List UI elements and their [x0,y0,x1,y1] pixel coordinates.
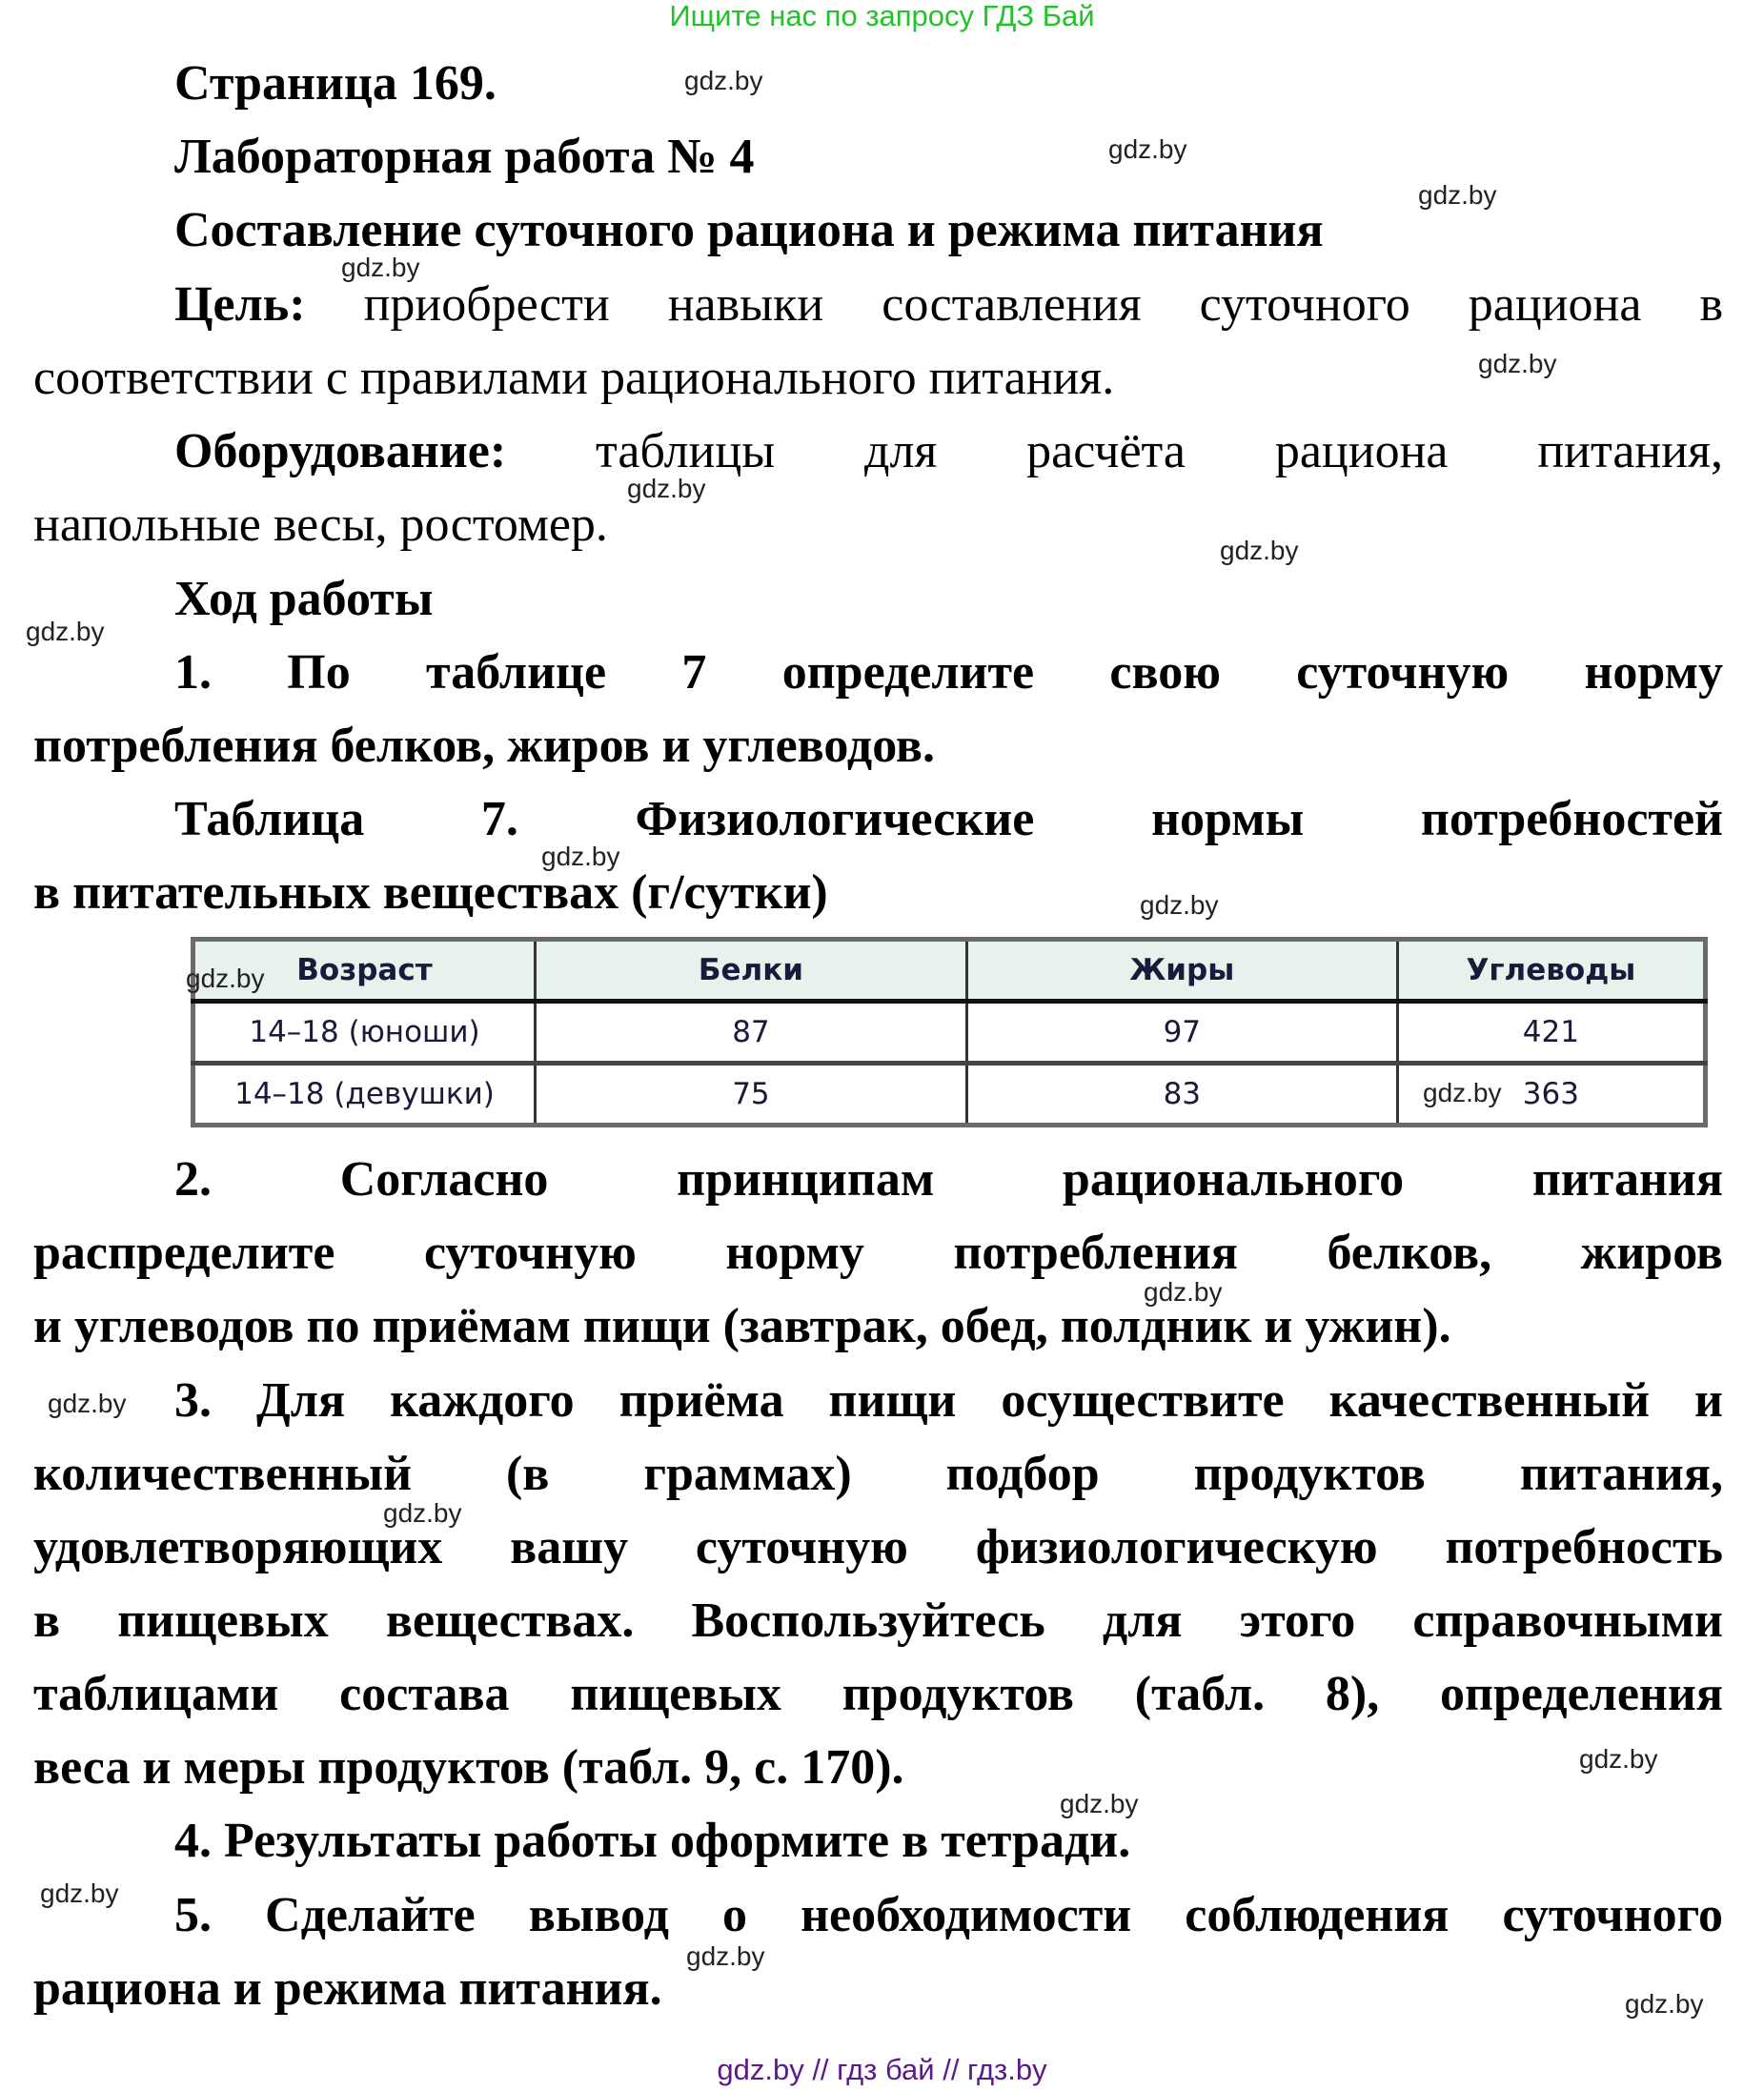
step-1-line-2: потребления белков, жиров и углеводов. [33,719,935,773]
watermark: gdz.by [1144,1277,1223,1307]
step-4-line-1: 4. Результаты работы оформите в тетради. [174,1814,1131,1868]
step-5-line-2: рациона и режима питания. [33,1961,662,2016]
search-banner[interactable]: Ищите нас по запросу ГДЗ Бай [669,0,1095,32]
lab-subtitle: Составление суточного рациона и режима питания [174,203,1324,257]
watermark: gdz.by [1220,536,1299,565]
watermark: gdz.by [1140,890,1219,920]
watermark: gdz.by [1579,1744,1658,1774]
goal-text: приобрести навыки составления суточного рациона в [363,277,1724,332]
watermark: gdz.by [686,1941,765,1971]
header-age: Возраст [193,940,536,1002]
table-caption-line-1: Таблица 7. Физиологические нормы потребностей [174,792,1723,846]
watermark: gdz.by [1108,134,1187,164]
procedure-heading: Ход работы [174,572,434,626]
goal-line-2: соответствии с правилами рационального питания. [33,351,1115,405]
equipment-text: таблицы для расчёта рациона питания, [596,424,1723,478]
cell-carbs: 363 [1522,1077,1579,1111]
step-2-line-1: 2. Согласно принципам рационального питания [174,1152,1723,1207]
cell-age: 14–18 (девушки) [193,1064,536,1126]
watermark: gdz.by [1418,180,1497,210]
step-2-line-2: распределите суточную норму потребления белков, жиров [33,1226,1723,1280]
step-5-line-1: 5. Сделайте вывод о необходимости соблюдения суточного [174,1888,1723,1942]
watermark: gdz.by [1478,349,1557,378]
equipment-label: Оборудование: [174,424,507,478]
watermark: gdz.by [627,474,706,503]
header-carbs: Углеводы [1397,940,1705,1002]
step-2-line-3: и углеводов по приёмам пищи (завтрак, обед, полдник и ужин). [33,1299,1451,1353]
goal-line-1 [174,276,1723,334]
cell-fats: 97 [966,1002,1397,1064]
cell-carbs: 421 [1397,1002,1705,1064]
step-3-line-4: в пищевых веществах. Воспользуйтесь для этого справочными [33,1594,1723,1648]
step-3-line-6: веса и меры продуктов (табл. 9, с. 170). [33,1740,904,1795]
cell-proteins: 87 [536,1002,967,1064]
watermark: gdz.by [48,1389,127,1418]
header-proteins: Белки [536,940,967,1002]
table-caption-line-2: в питательных веществах (г/сутки) [33,865,828,920]
watermark: gdz.by [383,1498,462,1528]
step-3-line-3: удовлетворяющих вашу суточную физиологическую потребность [33,1520,1723,1574]
cell-fats: 83 [966,1064,1397,1126]
goal-label: Цель: [174,277,306,332]
lab-title: Лабораторная работа № 4 [174,130,755,184]
watermark: gdz.by [1625,1989,1704,2019]
step-3-line-1: 3. Для каждого приёма пищи осуществите качественный и [174,1373,1723,1428]
page-heading: Страница 169. [174,56,497,111]
watermark: gdz.by [541,842,620,871]
table-header-row [193,940,1706,1002]
equipment-line-2: напольные весы, ростомер. [33,497,608,552]
step-1-line-1: 1. По таблице 7 определите свою суточную норму [174,645,1723,700]
step-3-line-2: количественный (в граммах) подбор продуктов питания, [33,1447,1723,1501]
cell-proteins: 75 [536,1064,967,1126]
footer-links[interactable]: gdz.by // гдз бай // гдз.by [717,2053,1047,2086]
table-row [193,1002,1706,1064]
watermark: gdz.by [341,253,420,282]
watermark: gdz.by [26,617,105,646]
cell-age: 14–18 (юноши) [193,1002,536,1064]
step-3-line-5: таблицами состава пищевых продуктов (табл. 8), определения [33,1667,1723,1721]
header-fats: Жиры [966,940,1397,1002]
equipment-line-1 [174,423,1723,480]
watermark: gdz.by [1423,1078,1502,1107]
watermark: gdz.by [186,964,265,993]
watermark: gdz.by [684,66,763,95]
watermark: gdz.by [40,1878,119,1908]
watermark: gdz.by [1060,1789,1139,1818]
